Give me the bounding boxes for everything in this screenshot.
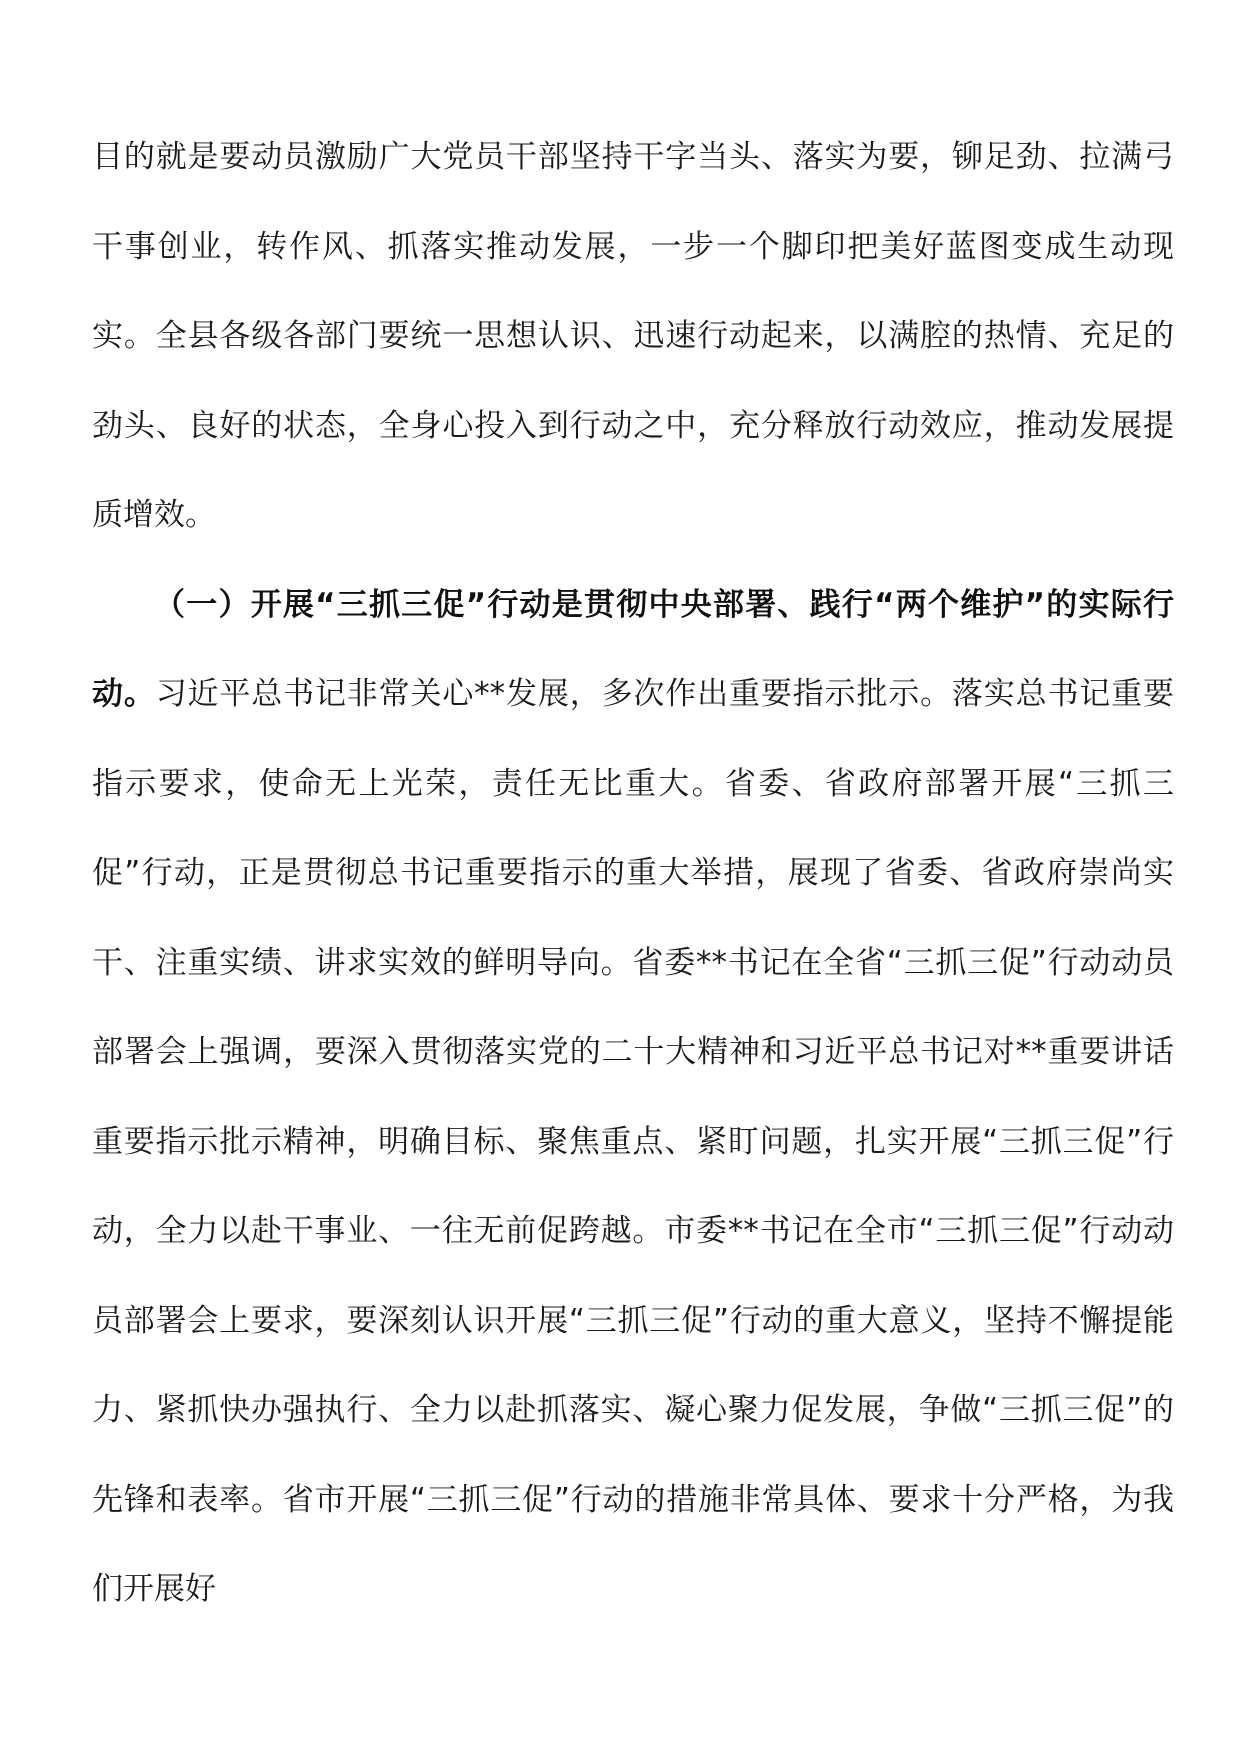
section-heading: （一）开展“三抓三促”行动是贯彻中央部署、践行“两个维护”的实际行动。 bbox=[92, 586, 1174, 712]
section-paragraph bbox=[92, 561, 1174, 1635]
paragraph-continuation: 目的就是要动员激励广大党员干部坚持干字当头、落实为要，铆足劲、拉满弓干事创业，转作风、抓落实推动发展，一步一个脚印把美好蓝图变成生动现实。全县各级各部门要统一思想认识、迅速行动起来，以满腔的热情、充足的劲头、良好的状态，全身心投入到行动之中，充分释放行动效应，推动发展提质增效。 bbox=[92, 139, 1174, 533]
section-body-text: 习近平总书记非常关心**发展，多次作出重要指示批示。落实总书记重要指示要求，使命无上光荣，责任无比重大。省委、省政府部署开展“三抓三促”行动，正是贯彻总书记重要指示的重大举措，展现了省委、省政府崇尚实干、注重实绩、讲求实效的鲜明导向。省委**书记在全省“三抓三促”行动动员部署会上强调，要深入贯彻落实党的二十大精神和习近平总书记对**重要讲话重要指示批示精神，明确目标、聚焦重点、紧盯问题，扎实开展“三抓三促”行动，全力以赴干事业、一往无前促跨越。市委**书记在全市“三抓三促”行动动员部署会上要求，要深刻认识开展“三抓三促”行动的重大意义，坚持不懈提能力、紧抓快办强执行、全力以赴抓落实、凝心聚力促发展，争做“三抓三促”的先锋和表率。省市开展“三抓三促”行动的措施非常具体、要求十分严格，为我们开展好 bbox=[92, 676, 1175, 1607]
document-body bbox=[92, 113, 1174, 1635]
